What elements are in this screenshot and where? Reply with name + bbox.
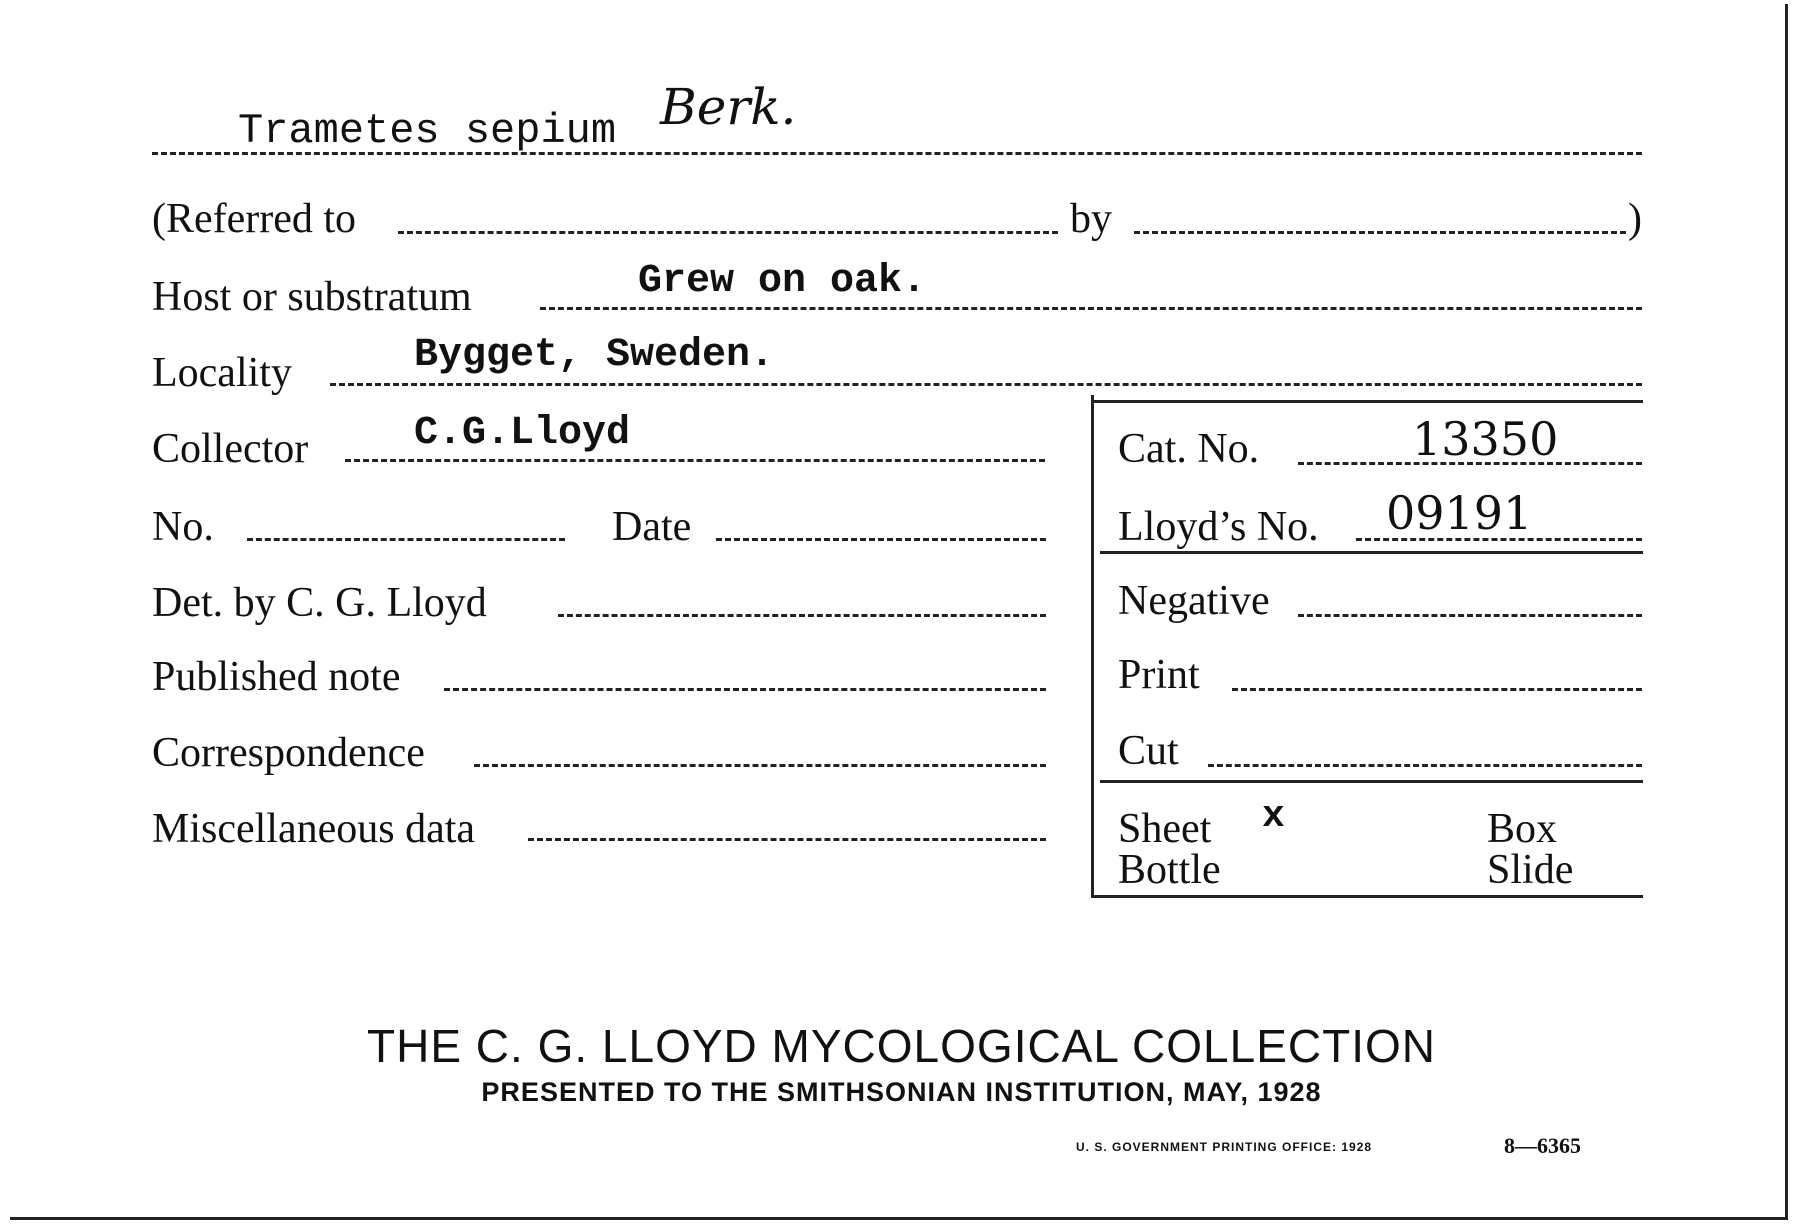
correspondence-field [474,764,1046,767]
negative-label: Negative [1118,578,1270,624]
det-by-label: Det. by C. G. Lloyd [152,580,487,626]
host-field [540,307,1642,310]
published-note-label: Published note [152,654,401,700]
cat-no-label: Cat. No. [1118,426,1260,472]
box-label: Box [1487,806,1558,852]
cut-label: Cut [1118,728,1179,774]
box-top-rule [1091,400,1643,403]
cut-field [1208,764,1642,767]
collector-value: C.G.Lloyd [414,411,631,456]
negative-field [1298,614,1642,617]
print-label: Print [1118,652,1200,698]
host-label: Host or substratum [152,274,472,320]
miscellaneous-field [528,838,1046,841]
box-bottom-rule [1094,895,1643,898]
locality-value: Bygget, Sweden. [414,333,775,378]
collector-label: Collector [152,426,309,472]
collection-subtitle: PRESENTED TO THE SMITHSONIAN INSTITUTION, MAY, 1928 [481,1077,1322,1107]
correspondence-label: Correspondence [152,730,425,776]
sheet-label: Sheet [1118,806,1212,852]
miscellaneous-label: Miscellaneous data [152,806,476,852]
lloyds-no-field [1356,538,1642,541]
cat-no-value: 13350 [1412,412,1559,466]
date-field [716,538,1046,541]
referred-by-field [1134,231,1626,234]
printer-imprint: U. S. GOVERNMENT PRINTING OFFICE: 1928 [1076,1140,1373,1154]
box-rule-after-lloyds [1100,551,1643,554]
species-line [152,152,1642,155]
collection-title: THE C. G. LLOYD MYCOLOGICAL COLLECTION [367,1020,1436,1072]
lloyds-no-label: Lloyd’s No. [1118,504,1319,550]
form-number: 8—6365 [1504,1133,1581,1158]
referred-to-field [398,231,1058,234]
no-label: No. [152,504,214,550]
referred-to-label: (Referred to [152,196,357,242]
species-author-handwritten: Berk. [660,78,797,136]
box-vertical-rule [1091,395,1094,898]
box-rule-after-cut [1100,780,1643,783]
bottle-label: Bottle [1118,847,1221,893]
sheet-mark: x [1262,795,1285,838]
slide-label: Slide [1487,847,1574,893]
published-note-field [444,688,1046,691]
by-label: by [1070,196,1112,242]
lloyds-no-value: 09191 [1386,486,1533,540]
locality-label: Locality [152,350,292,396]
no-field [247,538,565,541]
collector-field [345,459,1045,462]
close-paren: ) [1628,196,1642,242]
host-value: Grew on oak. [638,259,927,304]
species-name: Trametes sepium [238,107,617,155]
date-label: Date [612,504,692,550]
locality-field [330,383,1642,386]
print-field [1232,688,1642,691]
cat-no-field [1298,462,1642,465]
det-by-field [558,614,1046,617]
